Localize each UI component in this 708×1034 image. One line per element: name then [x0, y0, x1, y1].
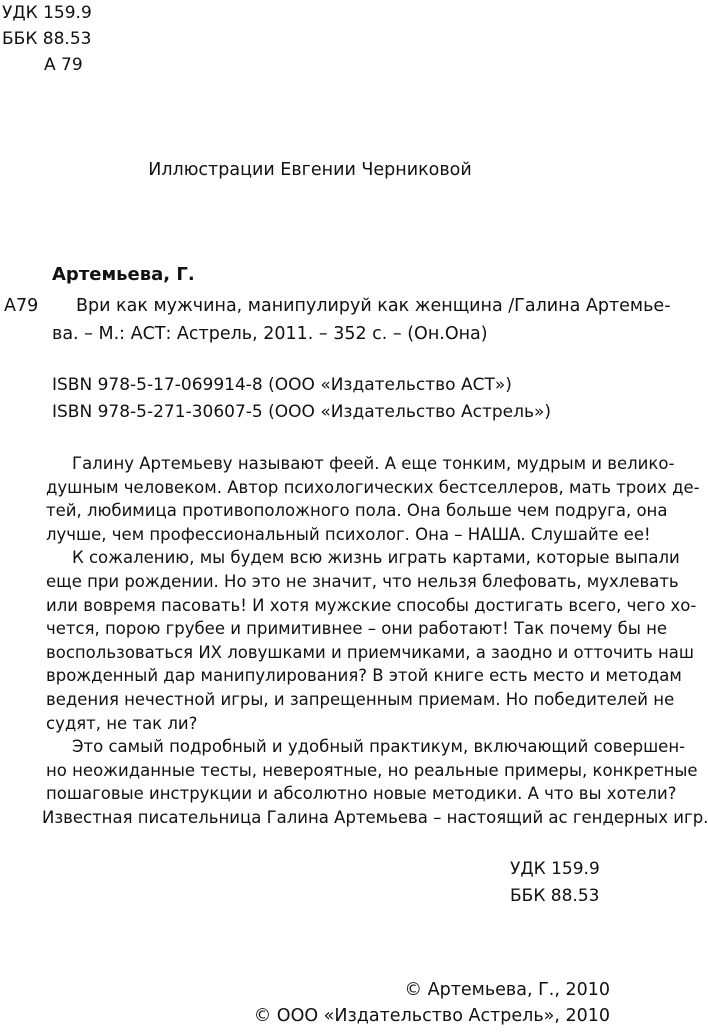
catalog-code: А79 [4, 296, 39, 316]
biblio-line: ва. – М.: АСТ: Астрель, 2011. – 352 с. – (Он.Она) [52, 324, 488, 344]
classification-top [2, 0, 92, 78]
annotation-line: тей, любимица противоположного пола. Она больше чем подруга, она [46, 501, 668, 521]
classification-bottom [510, 856, 600, 910]
bibliographic-description [52, 292, 671, 348]
isbn-line: ISBN 978-5-271-30607-5 (ООО «Издательство Астрель») [52, 402, 552, 422]
isbn-block [52, 372, 551, 426]
annotation-line: еще при рождении. Но это не значит, что нельзя блефовать, мухлевать [46, 571, 679, 591]
biblio-line: Ври как мужчина, манипулируй как женщина /Галина Артемье- [76, 296, 671, 316]
annotation-line: ведения нечестной игры, и запрещенным приемам. Но победителей не [46, 689, 675, 709]
annotation-line: пошаговые инструкции и абсолютно новые методики. А что вы хотели? [46, 784, 677, 804]
annotation-line: судят, не так ли? [46, 713, 198, 733]
annotation-line: воспользоваться ИХ ловушками и приемчиками, а заодно и отточить наш [46, 642, 695, 662]
annotation-line: лучше, чем профессиональный психолог. Она – НАША. Слушайте ее! [46, 524, 651, 544]
annotation-line: или вовремя пасовать! И хотя мужские способы достигать всего, чего хо- [46, 595, 697, 615]
bbk-code-bottom: ББК 88.53 [510, 886, 600, 906]
udk-code-bottom: УДК 159.9 [510, 859, 600, 879]
annotation-line: Галину Артемьеву называют феей. А еще тонким, мудрым и велико- [72, 454, 675, 473]
annotation-line: душным человеком. Автор психологических бестселлеров, мать троих де- [46, 477, 700, 497]
annotation-line: Известная писательница Галина Артемьева – настоящий ас гендерных игр. [42, 807, 708, 827]
isbn-line: ISBN 978-5-17-069914-8 (ООО «Издательство АСТ») [52, 375, 512, 395]
author-name: Артемьева, Г. [52, 264, 195, 285]
copyright-author: © Артемьева, Г., 2010 [404, 980, 610, 1000]
annotation [42, 452, 708, 830]
illustrations-credit: Иллюстрации Евгении Черниковой [148, 160, 472, 180]
annotation-line: чется, порою грубее и примитивнее – они работают! Так почему бы не [46, 619, 668, 639]
annotation-line: но неожиданные тесты, невероятные, но реальные примеры, конкретные [46, 760, 698, 780]
annotation-line: врожденный дар манипулирования? В этой книге есть место и методам [46, 666, 682, 686]
udk-code: УДК 159.9 [2, 3, 92, 23]
bbk-code: ББК 88.53 [2, 29, 92, 49]
author-mark: А 79 [44, 55, 83, 75]
annotation-line: К сожалению, мы будем всю жизнь играть картами, которые выпали [72, 548, 680, 568]
annotation-line: Это самый подробный и удобный практикум, включающий совершен- [72, 737, 686, 757]
copyright-publisher: © ООО «Издательство Астрель», 2010 [253, 1006, 610, 1026]
